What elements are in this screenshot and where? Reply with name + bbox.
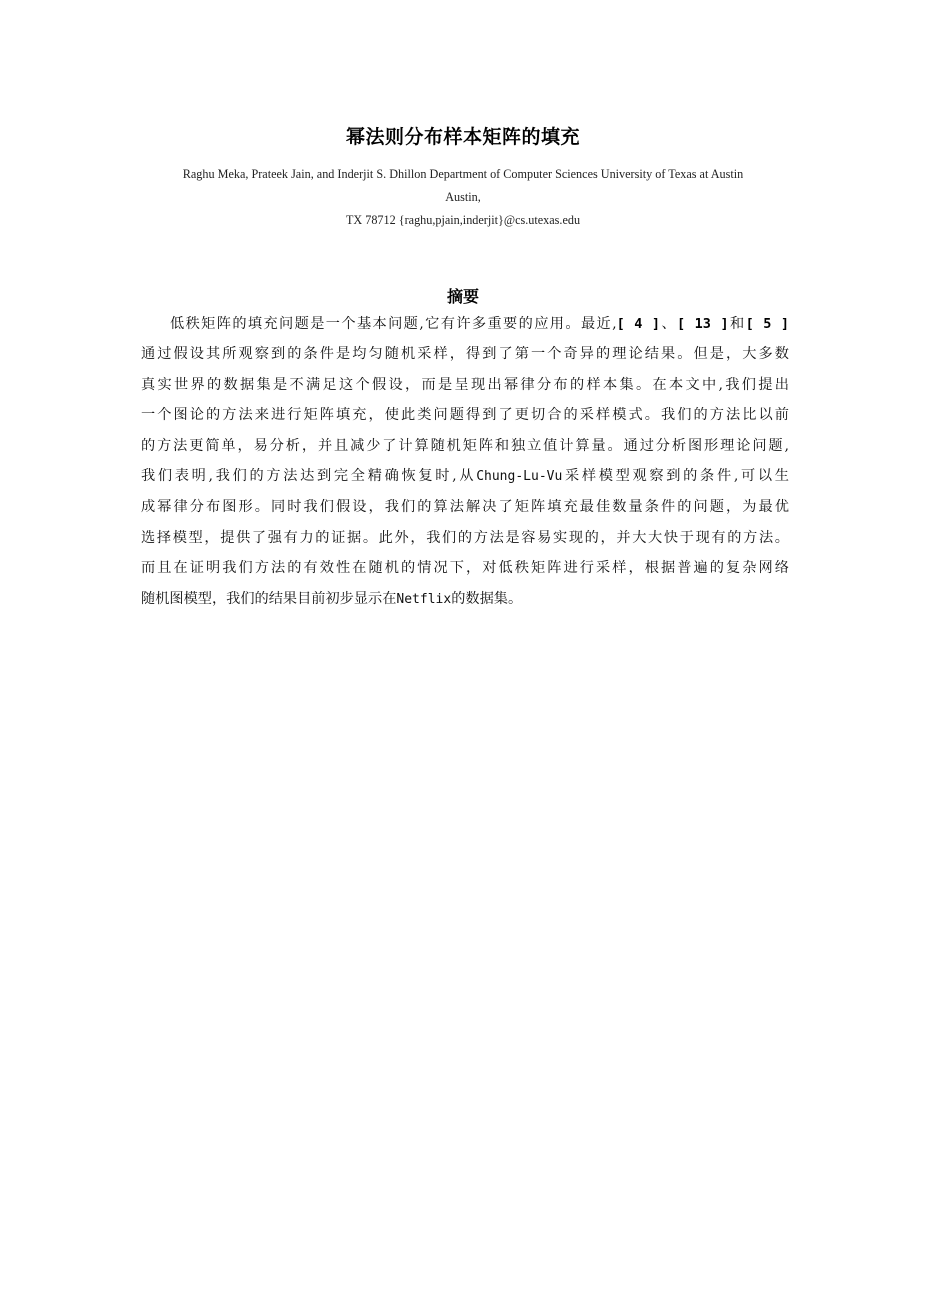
- abstract-line: 成幂律分布图形。同时我们假设，我们的算法解决了矩阵填充最佳数量条件的问题，为最优: [141, 499, 789, 516]
- abstract-text: 的数据集。: [451, 590, 523, 607]
- abstract-line: 一个图论的方法来进行矩阵填充，使此类问题得到了更切合的采样模式。我们的方法比以前: [141, 407, 789, 424]
- abstract-body: [141, 309, 789, 615]
- abstract-line: [141, 309, 789, 339]
- abstract-line: 通过假设其所观察到的条件是均匀随机采样，得到了第一个奇异的理论结果。但是，大多数: [141, 346, 789, 363]
- author-affiliation-line: Raghu Meka, Prateek Jain, and Inderjit S. Dhillon Department of Computer Sciences University of Texas at Austin: [182, 167, 744, 181]
- abstract-text: 采样模型观察到的条件,可以生: [562, 468, 789, 485]
- abstract-line: [141, 461, 789, 492]
- abstract-text: 低秩矩阵的填充问题是一个基本问题,它有许多重要的应用。最近,: [170, 316, 617, 332]
- author-email-line: TX 78712 {raghu,pjain,inderjit}@cs.utexas.edu: [345, 213, 581, 227]
- paper-title: 幂法则分布样本矩阵的填充: [345, 126, 580, 148]
- abstract-line: 选择模型，提供了强有力的证据。此外，我们的方法是容易实现的，并大大快于现有的方法。: [141, 529, 789, 546]
- abstract-line: [141, 584, 789, 615]
- author-city-line: Austin,: [445, 190, 481, 204]
- dataset-name: Netflix: [396, 591, 452, 607]
- abstract-text: 和: [728, 316, 746, 332]
- abstract-text: 我们表明,我们的方法达到完全精确恢复时,从: [141, 468, 477, 485]
- citation-ref: [ 13 ]: [677, 316, 729, 332]
- abstract-line: 的方法更简单，易分析，并且减少了计算随机矩阵和独立值计算量。通过分析图形理论问题,: [141, 437, 789, 454]
- citation-ref: [ 4 ]: [616, 316, 661, 332]
- abstract-line: 而且在证明我们方法的有效性在随机的情况下，对低秩矩阵进行采样，根据普遍的复杂网络: [141, 560, 789, 577]
- model-name: Chung-Lu-Vu: [476, 469, 563, 485]
- citation-ref: [ 5 ]: [745, 316, 789, 332]
- abstract-line: 真实世界的数据集是不满足这个假设，而是呈现出幂律分布的样本集。在本文中,我们提出: [141, 376, 789, 393]
- abstract-text: 随机图模型，我们的结果目前初步显示在: [141, 590, 397, 607]
- abstract-text: 、: [660, 316, 678, 332]
- author-block: [150, 163, 776, 232]
- abstract-heading: 摘要: [446, 287, 479, 306]
